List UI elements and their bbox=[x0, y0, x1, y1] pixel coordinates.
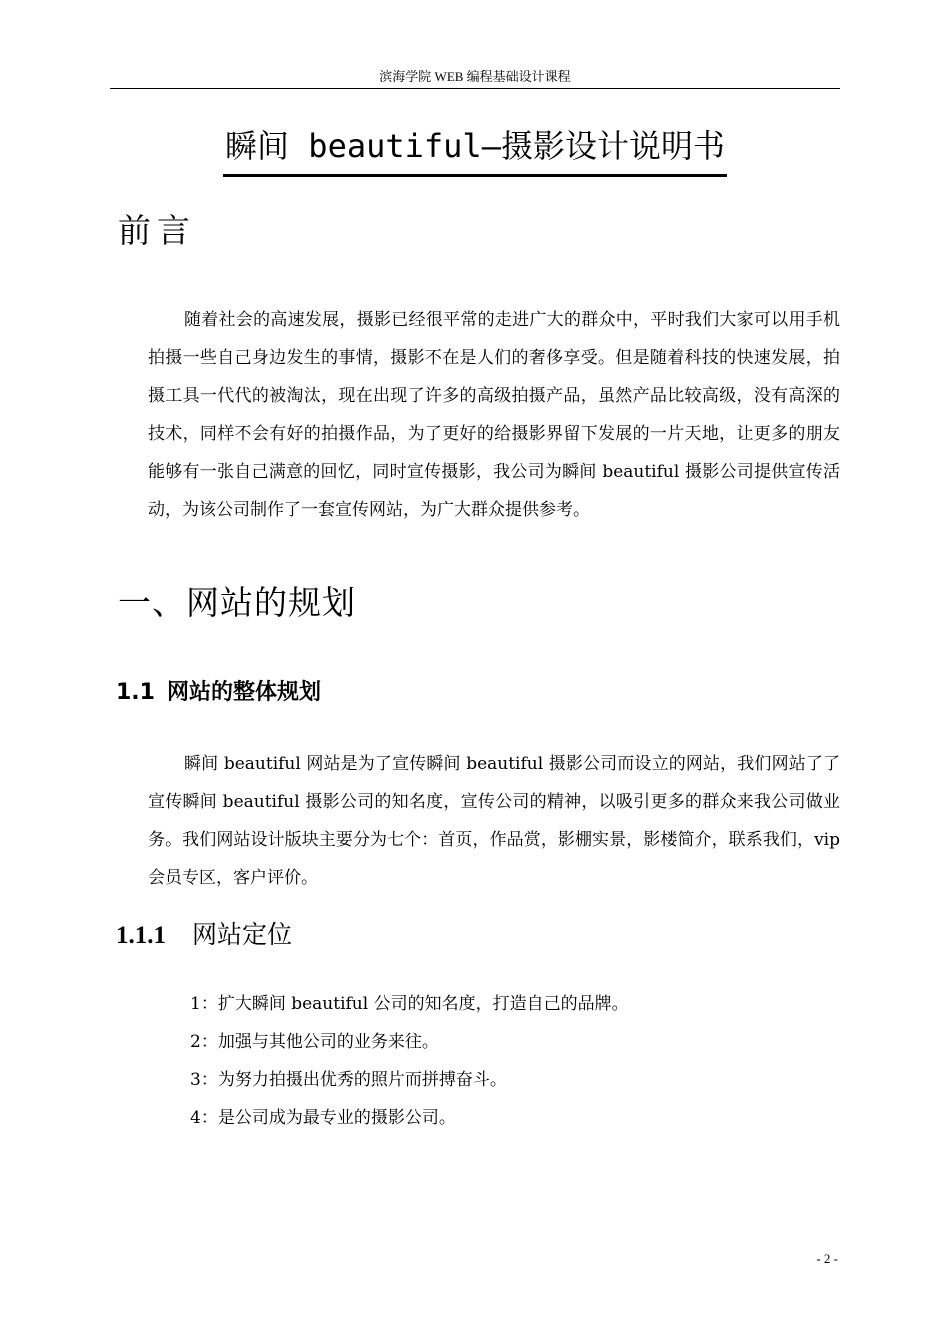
subsection-number: 1.1.1 bbox=[116, 922, 166, 949]
preface-paragraph: 随着社会的高速发展，摄影已经很平常的走进广大的群众中，平时我们大家可以用手机拍摄一些自己身边发生的事情，摄影不在是人们的奢侈享受。但是随着科技的快速发展，拍摄工具一代代的被淘汰，现在出现了许多的高级拍摄产品，虽然产品比较高级，没有高深的技术，同样不会有好的拍摄作品，为了更好的给摄影界留下发展的一片天地，让更多的朋友能够有一张自己满意的回忆，同时宣传摄影，我公司为瞬间 beautiful 摄影公司提供宣传活动，为该公司制作了一套宣传网站，为广大群众提供参考。 bbox=[148, 310, 840, 520]
document-title bbox=[0, 122, 950, 177]
positioning-list bbox=[190, 985, 629, 1137]
chapter-heading: 一、网站的规划 bbox=[118, 583, 356, 622]
subsection-heading bbox=[116, 916, 292, 955]
subsection-title: 网站定位 bbox=[192, 920, 293, 949]
running-header: 滨海学院 WEB 编程基础设计课程 bbox=[379, 69, 571, 84]
page-number: - 2 - bbox=[816, 1251, 838, 1266]
list-item: 1：扩大瞬间 beautiful 公司的知名度，打造自己的品牌。 bbox=[190, 994, 629, 1014]
list-item: 3：为努力拍摄出优秀的照片而拼搏奋斗。 bbox=[190, 1070, 507, 1090]
list-item: 4：是公司成为最专业的摄影公司。 bbox=[190, 1108, 456, 1128]
preface-heading: 前言 bbox=[118, 211, 196, 250]
header-rule bbox=[110, 88, 840, 89]
list-item: 2：加强与其他公司的业务来往。 bbox=[190, 1032, 439, 1052]
document-title-text: 瞬间 beautiful—摄影设计说明书 bbox=[223, 122, 727, 177]
section-number: 1.1 bbox=[116, 680, 155, 705]
section-paragraph: 瞬间 beautiful 网站是为了宣传瞬间 beautiful 摄影公司而设立的网站，我们网站了了宣传瞬间 beautiful 摄影公司的知名度，宣传公司的精神，以吸引更多的群众来我公司做业务。我们网站设计版块主要分为七个：首页，作品赏，影棚实景，影楼简介，联系我们，vip 会员专区，客户评价。 bbox=[148, 754, 840, 888]
section-title: 网站的整体规划 bbox=[166, 680, 321, 705]
section-heading bbox=[116, 676, 321, 710]
